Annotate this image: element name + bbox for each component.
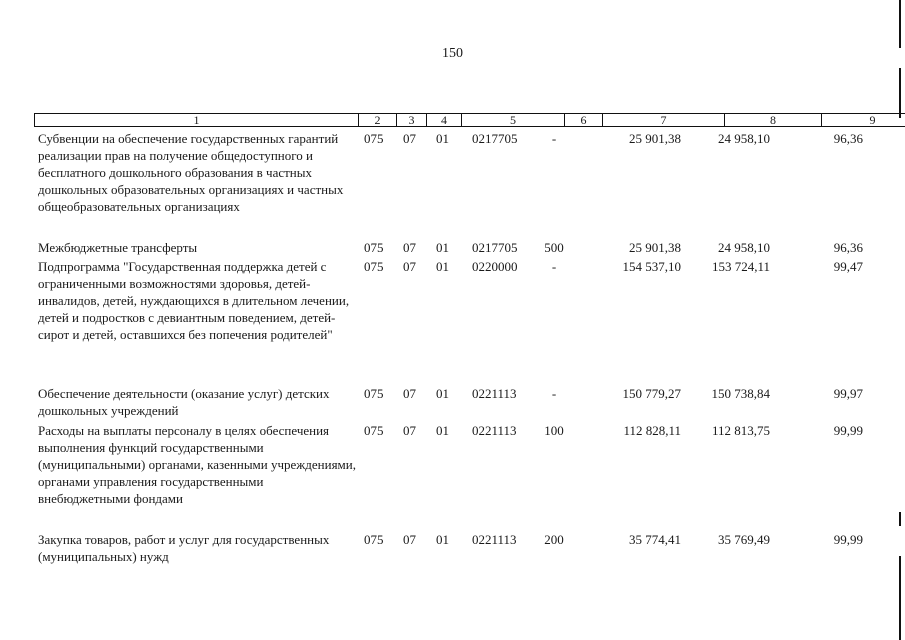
row-col-6: 500	[544, 240, 564, 255]
row-col-8: 112 813,75	[711, 423, 770, 438]
row-col-5: 0217705	[472, 131, 518, 146]
row-col-4: 01	[436, 259, 449, 274]
row-col-6: -	[551, 131, 557, 146]
row-name: Межбюджетные трансферты	[38, 240, 198, 255]
row-col-3: 07	[403, 386, 416, 401]
header-col-3: 3	[397, 114, 427, 126]
row-col-5: 0217705	[472, 240, 518, 255]
row-name: Субвенции на обеспечение государственных гарантий реализации прав на получение общедоступного и бесплатного дошкольного образования в частных дошкольных образовательных организациях и частных общеобразовательных организациях	[38, 131, 344, 214]
row-col-9: 96,36	[833, 240, 863, 255]
row-col-3: 07	[403, 240, 416, 255]
row-col-2: 075	[364, 240, 384, 255]
row-col-9: 99,97	[833, 386, 863, 401]
row-name: Подпрограмма "Государственная поддержка детей с ограниченными возможностями здоровья, детей-инвалидов, детей, нуждающихся в длительном лечении, детей и подростков с девиантным поведением, детей-сирот и детей, оставшихся без попечения родителей"	[38, 259, 350, 342]
header-col-8: 8	[725, 114, 822, 126]
row-col-2: 075	[364, 532, 384, 547]
row-col-8: 153 724,11	[711, 259, 770, 274]
header-col-1: 1	[35, 114, 359, 126]
row-col-2: 075	[364, 386, 384, 401]
row-col-7: 25 901,38	[629, 131, 681, 146]
row-col-9: 99,99	[833, 532, 863, 547]
row-col-4: 01	[436, 386, 449, 401]
row-col-2: 075	[364, 131, 384, 146]
row-col-5: 0221113	[472, 423, 517, 438]
scan-edge-mark	[899, 512, 901, 526]
row-col-7: 112 828,11	[623, 423, 681, 438]
row-col-2: 075	[364, 423, 384, 438]
row-col-7: 154 537,10	[622, 259, 681, 274]
row-col-6: -	[551, 386, 557, 401]
row-col-5: 0220000	[472, 259, 518, 274]
row-col-6: 200	[544, 532, 564, 547]
row-name: Обеспечение деятельности (оказание услуг) детских дошкольных учреждений	[38, 386, 330, 418]
header-col-5: 5	[462, 114, 565, 126]
row-col-4: 01	[436, 423, 449, 438]
row-col-5: 0221113	[472, 386, 517, 401]
header-col-2: 2	[359, 114, 397, 126]
row-name: Расходы на выплаты персоналу в целях обеспечения выполнения функций государственными (муниципальными) органами, казенными учреждениями, органами управления государственными внебюджетными фондами	[38, 423, 356, 506]
row-name: Закупка товаров, работ и услуг для государственных (муниципальных) нужд	[38, 532, 330, 564]
scan-edge-mark	[899, 556, 901, 640]
row-col-3: 07	[403, 131, 416, 146]
row-col-7: 35 774,41	[629, 532, 681, 547]
row-col-9: 96,36	[833, 131, 863, 146]
scan-edge-mark	[899, 0, 901, 48]
header-col-4: 4	[427, 114, 462, 126]
row-col-8: 24 958,10	[718, 240, 770, 255]
row-col-8: 24 958,10	[718, 131, 770, 146]
row-col-5: 0221113	[472, 532, 517, 547]
page-number: 150	[442, 46, 463, 61]
row-col-3: 07	[403, 423, 416, 438]
row-col-6: -	[551, 259, 557, 274]
row-col-2: 075	[364, 259, 384, 274]
row-col-7: 150 779,27	[622, 386, 681, 401]
row-col-9: 99,99	[833, 423, 863, 438]
row-col-8: 150 738,84	[711, 386, 770, 401]
table-header	[34, 113, 905, 127]
row-col-7: 25 901,38	[629, 240, 681, 255]
row-col-4: 01	[436, 532, 449, 547]
row-col-4: 01	[436, 131, 449, 146]
scan-edge-mark	[899, 68, 901, 118]
row-col-4: 01	[436, 240, 449, 255]
row-col-9: 99,47	[833, 259, 863, 274]
header-col-9: 9	[869, 113, 876, 127]
row-col-8: 35 769,49	[718, 532, 770, 547]
row-col-6: 100	[544, 423, 564, 438]
row-col-3: 07	[403, 532, 416, 547]
header-col-7: 7	[603, 114, 725, 126]
header-col-6: 6	[565, 114, 603, 126]
row-col-3: 07	[403, 259, 416, 274]
